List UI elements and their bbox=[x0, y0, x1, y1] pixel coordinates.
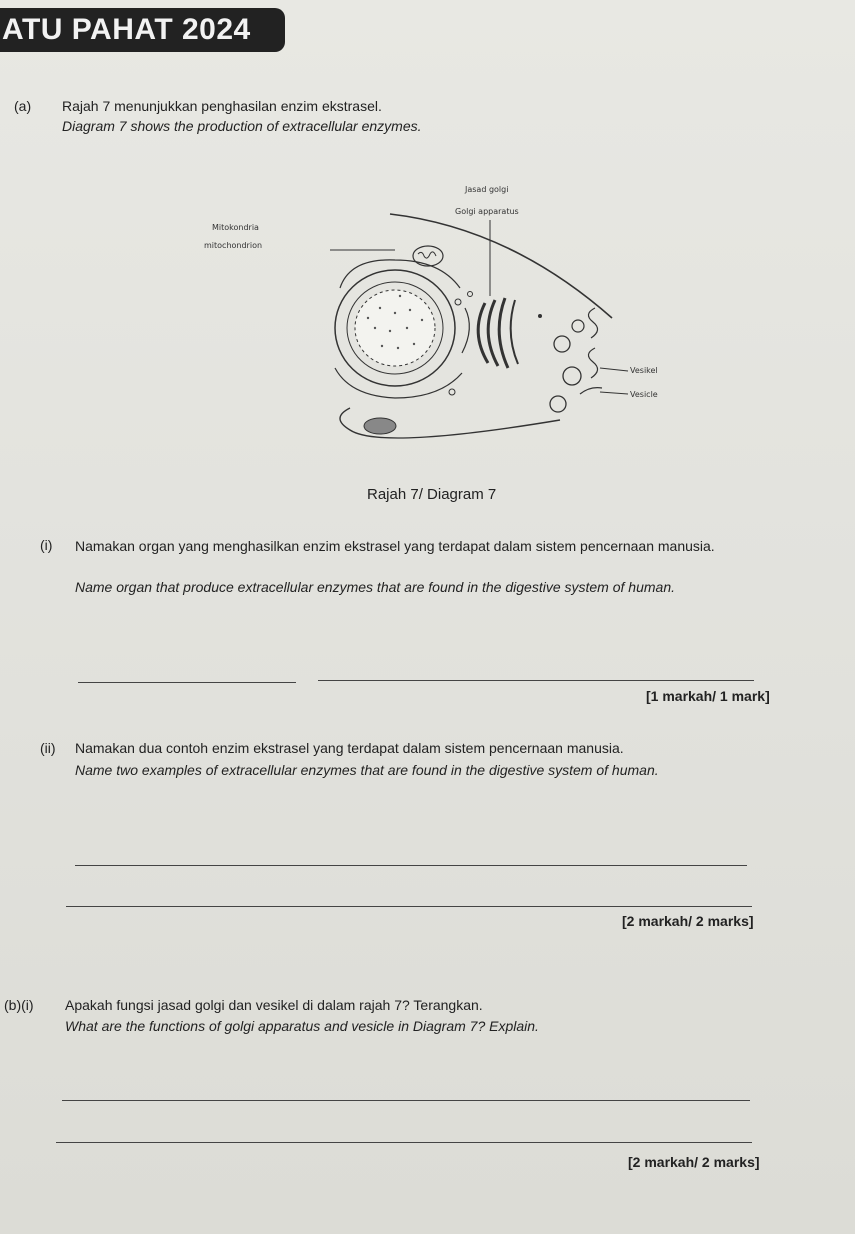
part-a-intro-malay: Rajah 7 menunjukkan penghasilan enzim ekstrasel. bbox=[62, 98, 382, 114]
part-b-english: What are the functions of golgi apparatus and vesicle in Diagram 7? Explain. bbox=[65, 1018, 539, 1034]
header-banner bbox=[0, 8, 285, 52]
answer-line[interactable] bbox=[62, 1100, 372, 1101]
part-b-marks: [2 markah/ 2 marks] bbox=[628, 1154, 760, 1170]
q-a-ii-malay: Namakan dua contoh enzim ekstrasel yang terdapat dalam sistem pencernaan manusia. bbox=[75, 740, 624, 756]
q-a-i-english: Name organ that produce extracellular enzymes that are found in the digestive system of human. bbox=[75, 579, 675, 595]
q-a-ii-marks: [2 markah/ 2 marks] bbox=[622, 913, 754, 929]
answer-line[interactable] bbox=[56, 1142, 752, 1143]
q-a-i-marks: [1 markah/ 1 mark] bbox=[646, 688, 770, 704]
answer-line[interactable] bbox=[75, 865, 747, 866]
part-b-label: (b)(i) bbox=[4, 997, 34, 1013]
part-a-label: (a) bbox=[14, 98, 32, 114]
q-a-ii-label: (ii) bbox=[40, 740, 56, 756]
golgi-label-malay: Jasad golgi bbox=[465, 185, 509, 194]
header-title: ATU PAHAT 2024 bbox=[2, 13, 251, 46]
part-b-malay: Apakah fungsi jasad golgi dan vesikel di dalam rajah 7? Terangkan. bbox=[65, 997, 483, 1013]
q-a-ii-english: Name two examples of extracellular enzymes that are found in the digestive system of human. bbox=[75, 762, 659, 778]
vesicle-label-english: Vesicle bbox=[630, 390, 658, 399]
q-a-i-label: (i) bbox=[40, 537, 53, 553]
answer-line[interactable] bbox=[318, 680, 754, 681]
vesicle-label-malay: Vesikel bbox=[630, 366, 658, 375]
golgi-label-english: Golgi apparatus bbox=[455, 207, 519, 216]
part-a-intro-english: Diagram 7 shows the production of extracellular enzymes. bbox=[62, 118, 422, 134]
mito-label-malay: Mitokondria bbox=[212, 223, 259, 232]
cell-diagram bbox=[200, 168, 700, 468]
answer-line[interactable] bbox=[66, 906, 752, 907]
answer-line[interactable] bbox=[368, 1100, 750, 1101]
diagram-caption: Rajah 7/ Diagram 7 bbox=[367, 486, 497, 503]
mito-label-english: mitochondrion bbox=[204, 241, 263, 250]
answer-line[interactable] bbox=[78, 682, 296, 683]
q-a-i-malay: Namakan organ yang menghasilkan enzim ekstrasel yang terdapat dalam sistem pencernaan manusia. bbox=[75, 538, 715, 554]
